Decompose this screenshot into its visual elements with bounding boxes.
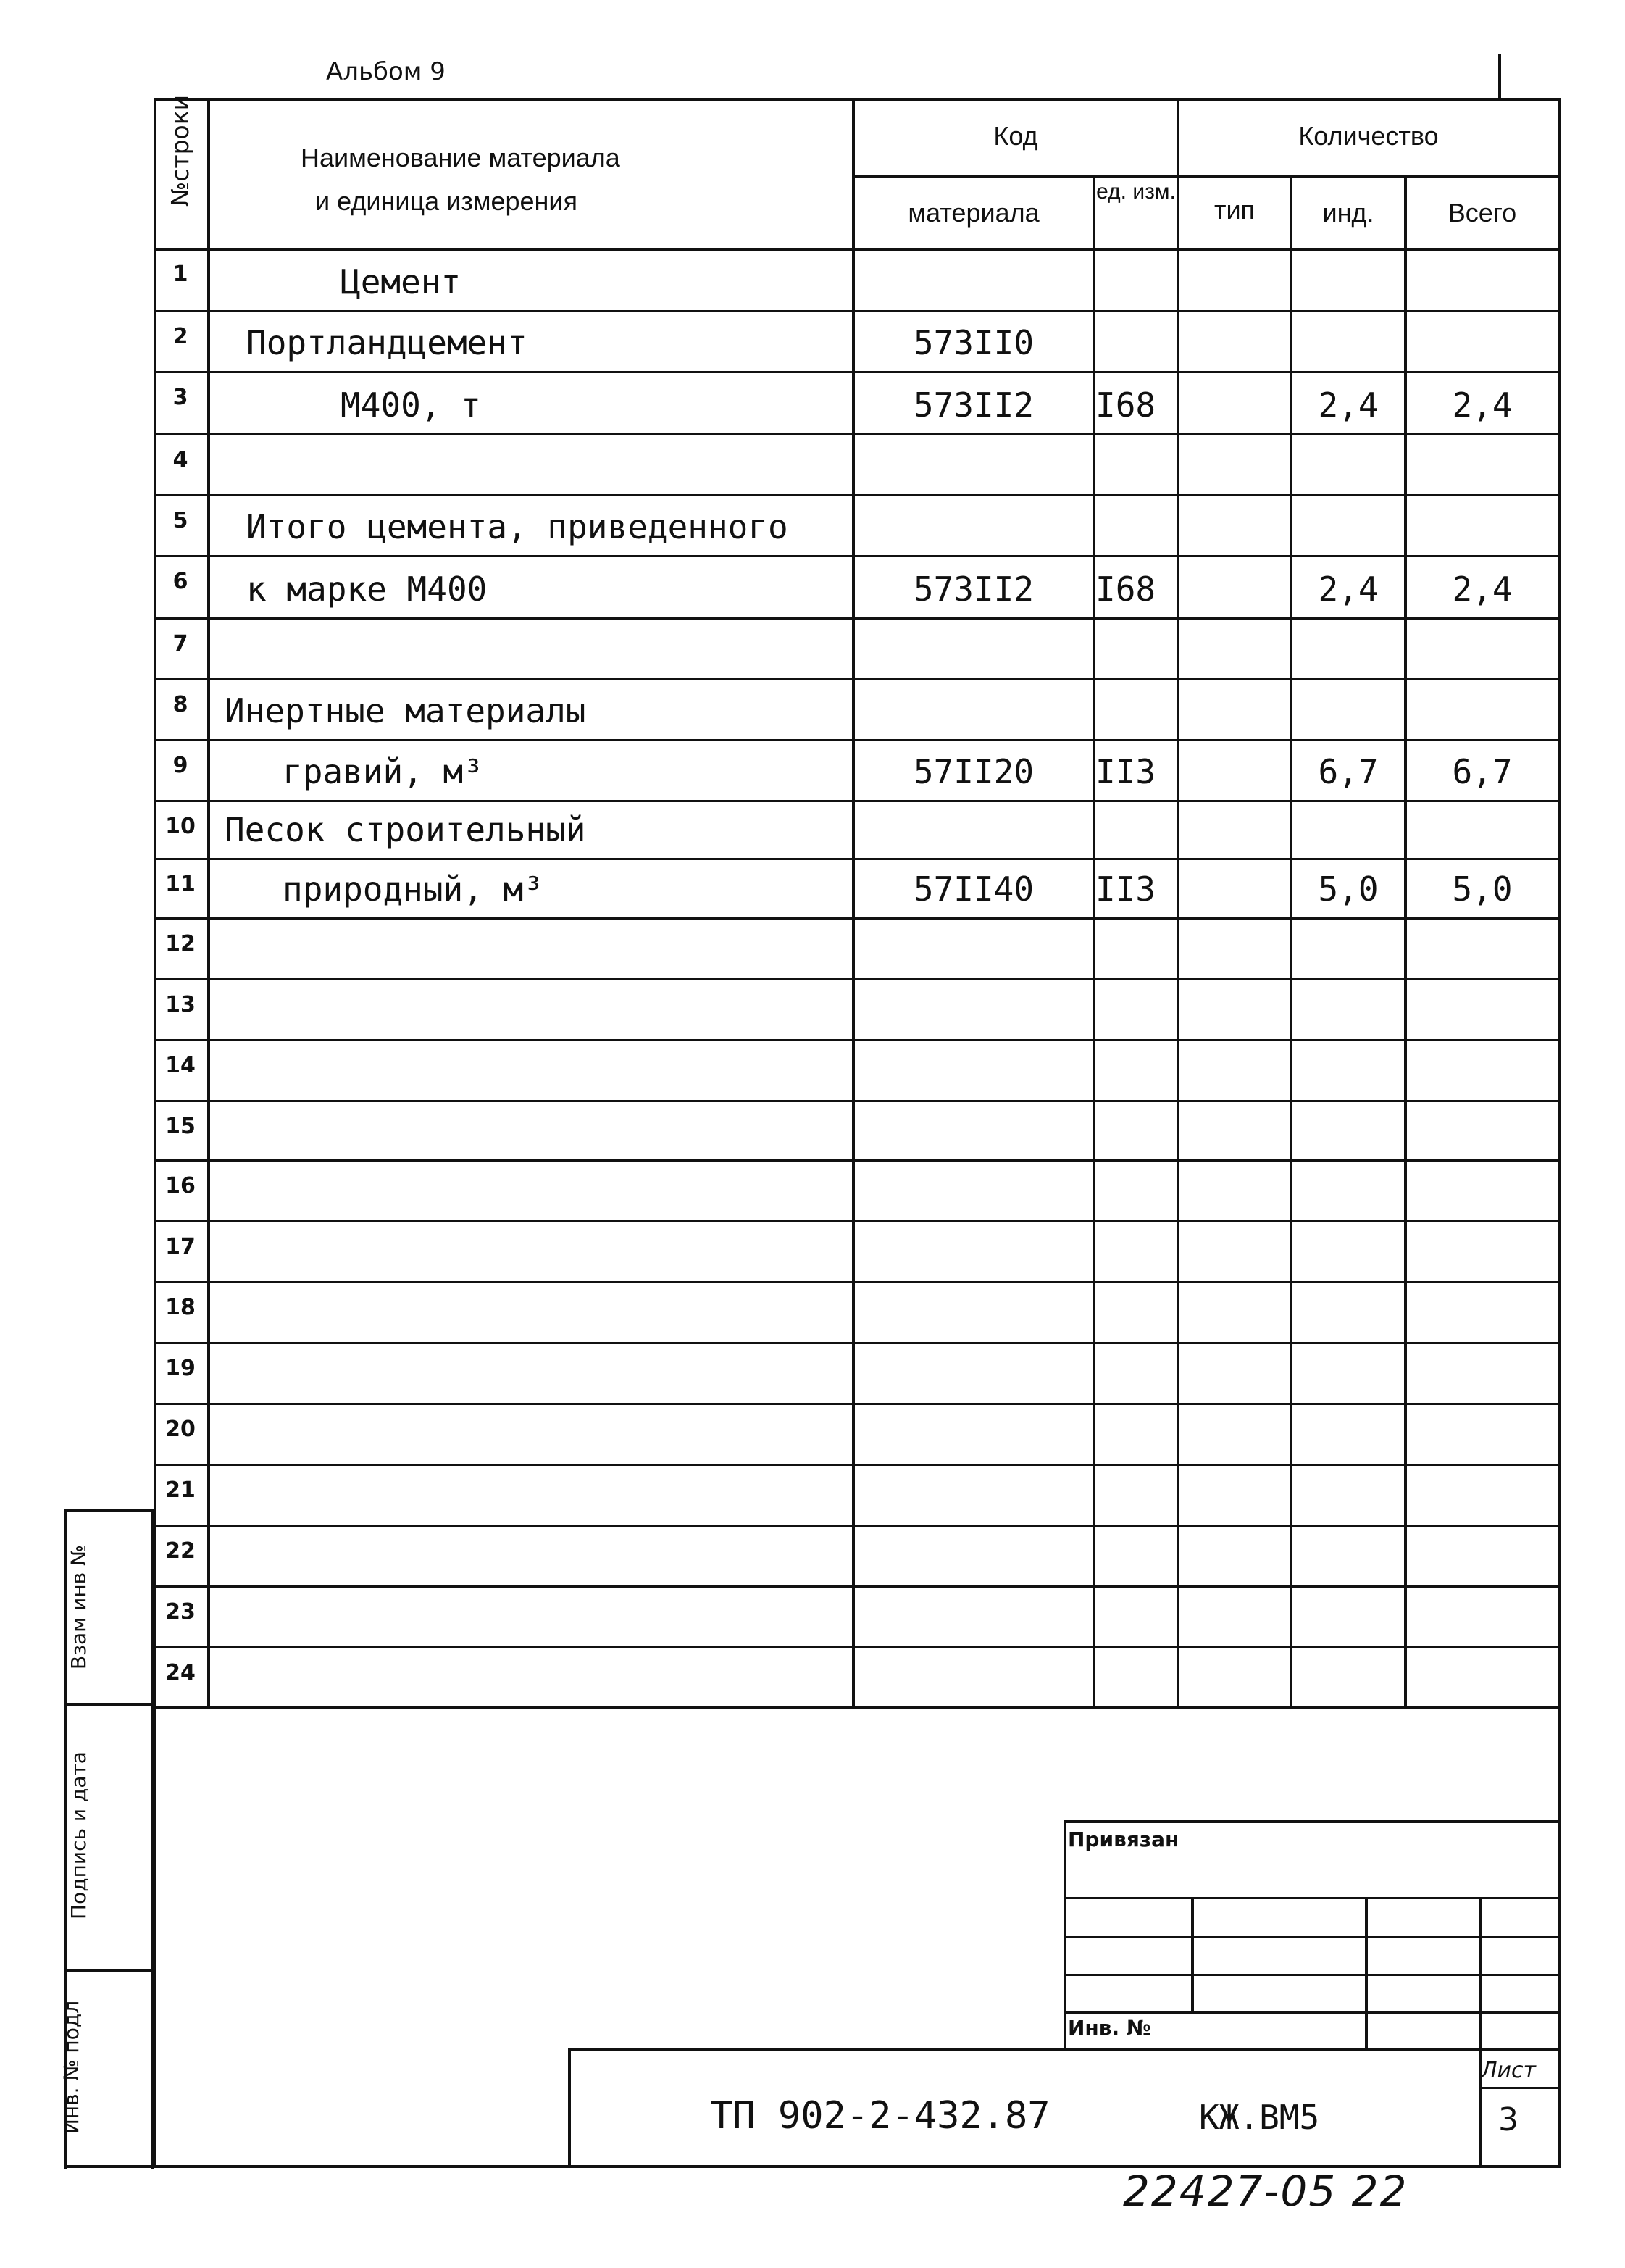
stamp-line — [1191, 1897, 1194, 2011]
stamp-main-top — [568, 2048, 1561, 2051]
row-divider — [154, 433, 1561, 435]
stamp-main-left — [568, 2048, 571, 2167]
row-number: 9 — [172, 753, 188, 778]
cell-code: 573II0 — [913, 323, 1035, 362]
row-number: 16 — [165, 1173, 196, 1198]
cell-code: 57II20 — [913, 752, 1035, 791]
row-number: 24 — [165, 1660, 196, 1685]
row-divider — [154, 858, 1561, 860]
cell-name: М400, т — [341, 385, 481, 425]
stamp-sheet-number: 3 — [1498, 2101, 1519, 2138]
row-number: 5 — [172, 508, 188, 533]
header-qty-ind: инд. — [1322, 198, 1374, 228]
row-number: 19 — [165, 1356, 196, 1381]
side-strip-right-border — [151, 1509, 154, 2169]
header-qty-type: тип — [1213, 195, 1256, 225]
cell-ind: 5,0 — [1318, 870, 1379, 909]
row-number: 14 — [165, 1053, 196, 1078]
row-number: 18 — [165, 1295, 196, 1320]
cell-total: 5,0 — [1452, 870, 1513, 909]
cell-total: 6,7 — [1452, 752, 1513, 791]
row-number: 21 — [165, 1477, 196, 1503]
row-number: 13 — [165, 992, 196, 1017]
cell-unit: II3 — [1095, 870, 1156, 909]
header-code-unit: ед. изм. — [1096, 180, 1176, 204]
stamp-line — [1064, 1897, 1561, 1899]
row-divider — [154, 1281, 1561, 1283]
row-divider — [154, 310, 1561, 312]
stamp-line — [1064, 2011, 1561, 2014]
album-fragment: Альбом 9 — [326, 57, 446, 80]
row-divider — [154, 555, 1561, 557]
row-divider — [154, 739, 1561, 741]
row-divider — [154, 917, 1561, 920]
stamp-line — [1064, 1820, 1561, 1823]
header-mid-border — [852, 175, 1561, 178]
cell-unit: I68 — [1095, 385, 1156, 425]
header-code-material: материала — [908, 198, 1040, 228]
row-number: 22 — [165, 1538, 196, 1564]
row-divider — [154, 1403, 1561, 1405]
stamp-line — [1479, 1897, 1482, 2049]
cell-ind: 2,4 — [1318, 570, 1379, 609]
cell-name: к марке М400 — [246, 570, 488, 609]
stamp-line — [1365, 1897, 1368, 2049]
stamp-privyazan: Привязан — [1068, 1827, 1179, 1851]
stamp-line — [1064, 1936, 1561, 1938]
footer-archive-number: 22427-05 22 — [1123, 2167, 1408, 2216]
stamp-sheet-line — [1479, 2087, 1561, 2089]
cell-name: Портландцемент — [246, 323, 527, 362]
row-number: 23 — [165, 1599, 196, 1625]
cell-name: Песок строительный — [225, 810, 586, 849]
row-number: 11 — [165, 872, 196, 897]
cell-code: 573II2 — [913, 570, 1035, 609]
side-label-vzam: Взам инв № — [67, 1544, 91, 1670]
cell-unit: I68 — [1095, 570, 1156, 609]
row-divider — [154, 678, 1561, 680]
row-number: 6 — [172, 569, 188, 594]
row-divider — [154, 1159, 1561, 1162]
row-divider — [154, 1706, 1561, 1709]
row-number: 3 — [172, 385, 188, 410]
stamp-inv-no: Инв. № — [1068, 2016, 1151, 2040]
header-code-group: Код — [993, 121, 1038, 151]
row-divider — [154, 1585, 1561, 1588]
cell-code: 57II40 — [913, 870, 1035, 909]
header-name-line2: и единица измерения — [315, 186, 578, 216]
row-divider — [154, 1646, 1561, 1648]
cell-ind: 6,7 — [1318, 752, 1379, 791]
header-bottom-border — [154, 248, 1561, 251]
row-number: 15 — [165, 1114, 196, 1139]
row-number: 20 — [165, 1417, 196, 1442]
row-number: 2 — [172, 324, 188, 349]
row-divider — [154, 1342, 1561, 1344]
header-qty-total: Всего — [1448, 198, 1517, 228]
table-right-border — [1558, 98, 1561, 2167]
side-strip-divider — [64, 1703, 154, 1706]
row-divider — [154, 1525, 1561, 1527]
header-top-border — [154, 98, 1561, 101]
row-number: 8 — [172, 692, 188, 717]
row-number: 17 — [165, 1234, 196, 1259]
row-divider — [154, 617, 1561, 620]
cell-name: Итого цемента, приведенного — [246, 507, 788, 546]
cell-unit: II3 — [1095, 752, 1156, 791]
row-number: 7 — [172, 631, 188, 656]
row-divider — [154, 978, 1561, 980]
stamp-line — [1064, 1974, 1561, 1976]
row-number: 10 — [165, 814, 196, 839]
side-label-podpis: Подпись и дата — [67, 1751, 91, 1919]
cell-name: Цемент — [341, 262, 461, 301]
cell-ind: 2,4 — [1318, 385, 1379, 425]
stamp-section: КЖ.ВМ5 — [1199, 2098, 1320, 2137]
cell-total: 2,4 — [1452, 570, 1513, 609]
cell-name: Инертные материалы — [225, 691, 586, 730]
cell-total: 2,4 — [1452, 385, 1513, 425]
row-divider — [154, 1220, 1561, 1222]
stamp-designation: ТП 902-2-432.87 — [710, 2094, 1050, 2138]
row-number: 1 — [172, 262, 188, 287]
row-divider — [154, 800, 1561, 802]
row-divider — [154, 1039, 1561, 1041]
row-number: 4 — [172, 447, 188, 472]
stamp-sheet-label: Лист — [1481, 2058, 1537, 2083]
cell-name: природный, м³ — [283, 870, 544, 909]
row-divider — [154, 1464, 1561, 1466]
top-right-mark — [1498, 54, 1501, 98]
row-divider — [154, 1100, 1561, 1102]
row-divider — [154, 494, 1561, 496]
header-qty-group: Количество — [1298, 121, 1439, 151]
row-divider — [154, 371, 1561, 373]
side-strip-divider — [64, 1509, 154, 1512]
stamp-line — [1064, 1820, 1066, 2049]
side-label-inv-podl: Инв. № подл — [59, 2000, 83, 2135]
cell-name: гравий, м³ — [283, 752, 483, 791]
header-name-line1: Наименование материала — [301, 143, 620, 172]
cell-code: 573II2 — [913, 385, 1035, 425]
row-number: 12 — [165, 931, 196, 956]
header-row-no: №строки — [166, 94, 194, 207]
